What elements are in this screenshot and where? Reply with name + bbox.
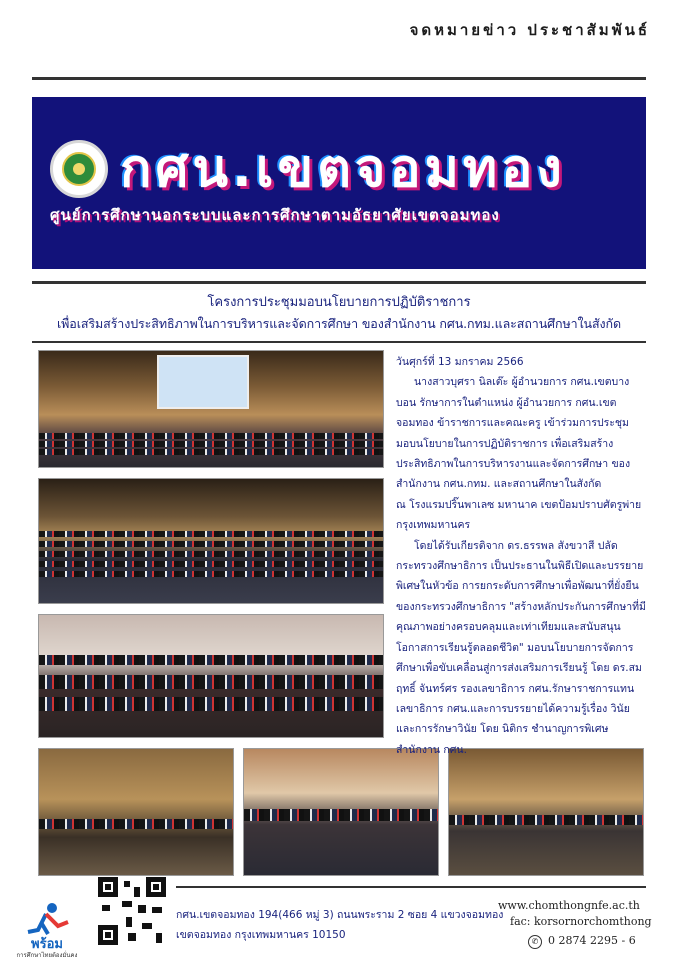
address-line-1: กศน.เขตจอมทอง 194(466 หมู่ 3) ถนนพระราม 2 ซอย 4 แขวงจอมทอง [176,909,504,921]
greeting-wai-photo [243,748,439,876]
executives-seated-photo [448,748,644,876]
address-line-2: เขตจอมทอง กรุงเทพมหานคร 10150 [176,929,346,941]
facebook-link[interactable]: fac: korsornorchomthong [510,915,652,928]
project-title-line-1: โครงการประชุมมอบนโยบายการปฏิบัติราชการ [207,295,471,310]
article-date: วันศุกร์ที่ 13 มกราคม 2566 [396,356,524,368]
phone-number[interactable]: 0 2874 2295 - 6 [548,934,636,947]
footer-divider [176,886,646,888]
meeting-stage-group-photo [38,350,384,468]
article-paragraph-2: โดยได้รับเกียรติจาก ดร.ธรรพล สังขวาสี ปลัดกระทรวงศึกษาธิการ เป็นประธานในพิธีเปิดและบรรยายพิเศษในหัวข้อ การยกระดับการศึกษาเพื่อพัฒนาที่ยั่งยืน ของกระทรวงศึกษาธิการ "สร้างหลักประกันการศึกษาที่มีคุณภาพอย่างครอบคลุมและเท่าเทียมและสนับสนุนโอกาสการเรียนรู้ตลอดชีวิต" มอบนโยบายการจัดการศึกษาเพื่อขับเคลื่อนสู่การส่งเสริมการเรียนรู้ โดย ดร.สมฤทธิ์ จันทร์ศร รองเลขาธิการ กศน.รักษาราชการแทนเลขาธิการ กศน.และการบรรยายได้ความรู้เรื่อง วินัยและการรักษาวินัย โดย นิติกร ชำนาญการพิเศษ สำนักงาน กศน. [396,539,646,756]
staff-group-photo [38,614,384,738]
qr-code-icon[interactable] [98,877,166,945]
mascot-subtitle: การศึกษาไทยต้องมั่นคง [16,952,78,959]
phone-icon: ✆ [528,935,542,949]
website-link[interactable]: www.chomthongnfe.ac.th [498,899,640,912]
article-body [396,352,648,760]
banner-title: กศน.เขตจอมทอง [120,139,566,199]
banner-bottom-divider [32,281,646,284]
banner-subtitle: ศูนย์การศึกษานอกระบบและการศึกษาตามอัธยาศัยเขตจอมทอง [50,206,500,224]
article-location: ณ โรงแรมปริ๊นพาเลซ มหานาค เขตป้อมปราบศัตรูพ่าย กรุงเทพมหานคร [396,498,642,532]
header-divider [32,77,646,80]
newsletter-header-title: จดหมายข่าว ประชาสัมพันธ์ [409,21,650,39]
article-paragraph-1: นางสาวบุศรา นิลเต๊ะ ผู้อำนวยการ กศน.เขตบางบอน รักษาการในตำแหน่ง ผู้อำนวยการ กศน.เขตจอมทอง ข้าราชการและคณะครู เข้าร่วมการประชุมมอบนโยบายในการปฏิบัติราชการ เพื่อเสริมสร้างประสิทธิภาพในการบริหารงานและจัดการศึกษา ของสำนักงาน กศน.กทม. และสถานศึกษาในสังกัด [396,376,631,491]
project-divider [32,341,646,343]
mascot-label: พร้อม [31,937,63,952]
nfe-logo-icon [50,140,108,198]
conference-hall-audience-photo [38,478,384,604]
guests-seated-photo [38,748,234,876]
project-title-line-2: เพื่อเสริมสร้างประสิทธิภาพในการบริหารและจัดการศึกษา ของสำนักงาน กศน.กทม.และสถานศึกษาในสังกัด [56,316,621,331]
